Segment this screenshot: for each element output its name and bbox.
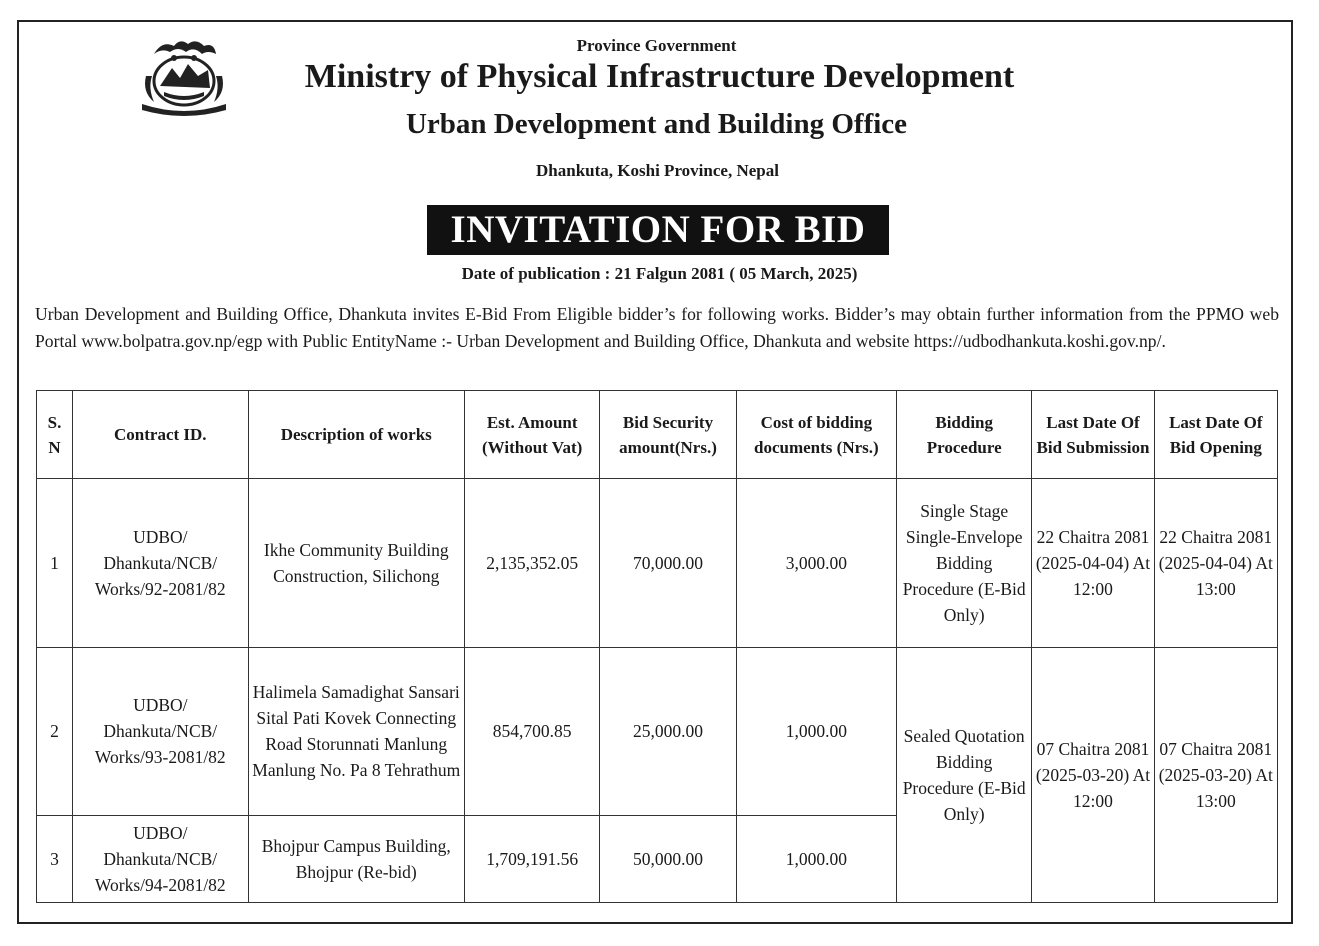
invitation-banner: INVITATION FOR BID	[427, 205, 890, 255]
row-cost-docs: 1,000.00	[736, 815, 896, 902]
row-est-amount: 1,709,191.56	[465, 815, 600, 902]
row-bid-security: 50,000.00	[600, 815, 736, 902]
row-description: Ikhe Community Building Construction, Silichong	[248, 479, 465, 647]
office-title: Urban Development and Building Office	[405, 108, 908, 140]
row-last-submission: 07 Chaitra 2081 (2025-03-20) At 12:00	[1032, 647, 1154, 903]
row-last-submission: 22 Chaitra 2081 (2025-04-04) At 12:00	[1032, 479, 1154, 647]
table-row	[37, 647, 1278, 815]
header-last-submission: Last Date Of Bid Submission	[1032, 391, 1154, 479]
row-description: Halimela Samadighat Sansari Sital Pati Kovek Connecting Road Storunnati Manlung Manlung No. Pa 8 Tehrathum	[248, 647, 465, 815]
row-last-opening: 07 Chaitra 2081 (2025-03-20) At 13:00	[1154, 647, 1277, 903]
row-last-opening: 22 Chaitra 2081 (2025-04-04) At 13:00	[1154, 479, 1277, 647]
header-sn: S. N	[37, 391, 73, 479]
header-contract-id: Contract ID.	[73, 391, 248, 479]
row-description: Bhojpur Campus Building, Bhojpur (Re-bid)	[248, 815, 465, 902]
row-est-amount: 2,135,352.05	[465, 479, 600, 647]
row-bid-security: 25,000.00	[600, 647, 736, 815]
row-est-amount: 854,700.85	[465, 647, 600, 815]
table-row	[37, 479, 1278, 647]
intro-paragraph: Urban Development and Building Office, Dhankuta invites E-Bid From Eligible bidder’s for following works. Bidder’s may obtain further information from the PPMO web Portal www.bolpatra.gov.np/egp with Public EntityName :- Urban Development and Building Office, Dhankuta and website https://udbodhankuta.koshi.gov.np/.	[35, 304, 1279, 351]
row-sn: 2	[37, 647, 73, 815]
office-location: Dhankuta, Koshi Province, Nepal	[536, 161, 779, 180]
header-procedure: Bidding Procedure	[897, 391, 1032, 479]
row-sn: 3	[37, 815, 73, 902]
header-bid-security: Bid Security amount(Nrs.)	[600, 391, 736, 479]
row-sn: 1	[37, 479, 73, 647]
header-cost-docs: Cost of bidding documents (Nrs.)	[736, 391, 896, 479]
publication-date: Date of publication : 21 Falgun 2081 ( 05 March, 2025)	[461, 264, 858, 283]
header-last-opening: Last Date Of Bid Opening	[1154, 391, 1277, 479]
row-contract-id: UDBO/ Dhankuta/NCB/ Works/93-2081/82	[73, 647, 248, 815]
row-procedure: Single Stage Single-Envelope Bidding Procedure (E-Bid Only)	[897, 479, 1032, 647]
province-label: Province Government	[576, 36, 737, 55]
row-cost-docs: 1,000.00	[736, 647, 896, 815]
bid-table	[36, 390, 1278, 903]
row-contract-id: UDBO/ Dhankuta/NCB/ Works/92-2081/82	[73, 479, 248, 647]
row-bid-security: 70,000.00	[600, 479, 736, 647]
row-cost-docs: 3,000.00	[736, 479, 896, 647]
header-est-amount: Est. Amount (Without Vat)	[465, 391, 600, 479]
table-header-row	[37, 391, 1278, 479]
ministry-title: Ministry of Physical Infrastructure Development	[304, 58, 1015, 95]
row-contract-id: UDBO/ Dhankuta/NCB/ Works/94-2081/82	[73, 815, 248, 902]
row-procedure: Sealed Quotation Bidding Procedure (E-Bid Only)	[897, 647, 1032, 903]
header-description: Description of works	[248, 391, 465, 479]
